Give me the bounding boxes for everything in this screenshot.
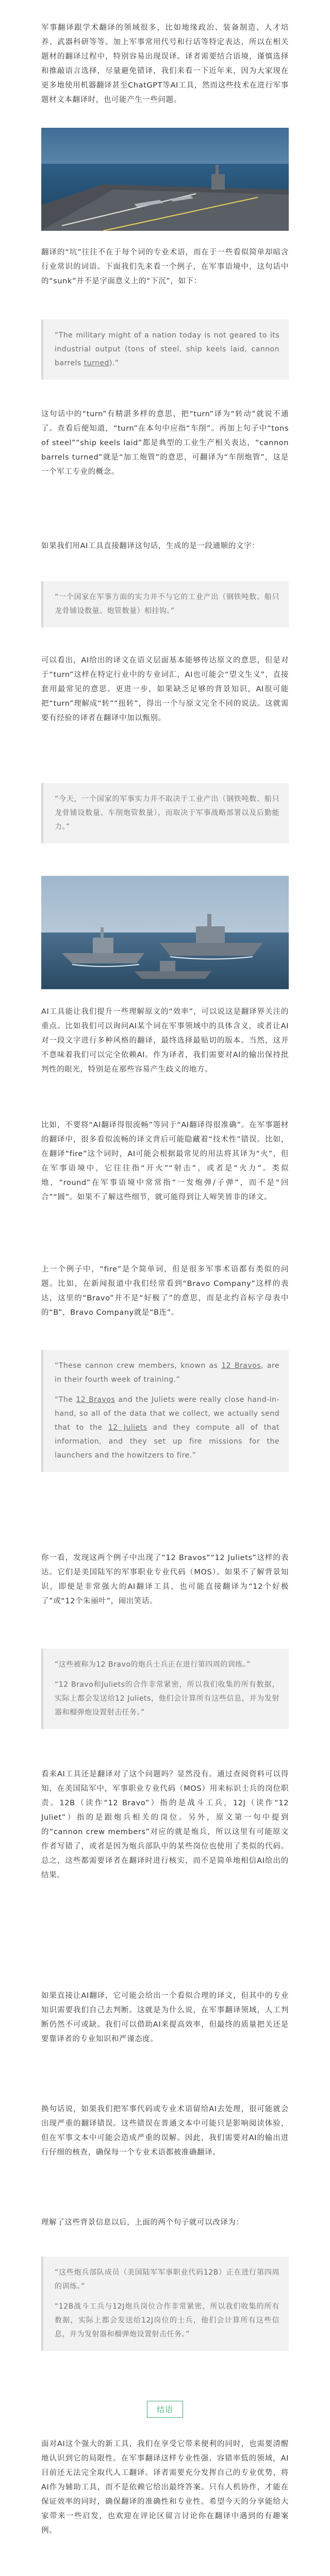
paragraph-text: 军事翻译跟学术翻译的领域很多，比如地缘政治、装备制造、人才培养、武器科研等等。加上军事常用代号和行话等特定表达，所以在相关题材的翻译过程中，特别容易出现误译。译者需要结合语境，谨慎选择和推敲语言选择，尽量避免错译，我们来看一下近年来，因为大家现在更多地使用机器翻译甚至ChatGPT等AI工具，然而这些技术在进行军事题材文本翻译时，也可能产生一些问题。 <box>41 24 289 104</box>
paragraph <box>41 1262 289 1320</box>
quote-text <box>55 1393 279 1463</box>
paragraph-text: 翻译的“坑”往往不在于每个词的专业术语，而在于一些看似简单却暗含行业常识的词语。下面我们先来看一个例子，在军事语境中，这句话中的“sunk”并不是字面意义上的“下沉”，如下： <box>41 248 289 285</box>
paragraph <box>41 2215 289 2230</box>
carrier-deck-photo <box>41 128 289 231</box>
warships-photo <box>41 876 289 989</box>
paragraph <box>41 2102 289 2160</box>
quote-block <box>41 1350 289 1472</box>
paragraph-text: 如果我们用AI工具直接翻译这句话，生成的是一段通顺的文字： <box>41 542 260 550</box>
quote-block <box>41 1649 289 1729</box>
carrier-deck-image <box>41 128 289 231</box>
quote-line: “The military might of a nation today is not geared to its industrial output (tons of steel, ship keels laid, cannon barrels <box>55 331 279 367</box>
paragraph <box>41 1005 289 1077</box>
quote-text <box>55 329 279 370</box>
paragraph-text: 上一个例子中，“fire”是个简单词，但是很多军事术语都有类似的问题。比如，在新闻报道中我们经常看到“Bravo Company”这样的表达，这里的“Bravo”并不是“好极了”的意思，而是北约音标字母表中的“B”，Bravo Company就是“B连”。 <box>41 1265 289 1317</box>
quote-text: “12 Bravo和Juliets的合作非常紧密，所以我们收集的所有数据，实际上都会发送给12 Juliets，他们会计算所有这些信息，并为发射器和榴弹炮设置射击任务。” <box>55 1681 279 1717</box>
paragraph <box>41 1551 289 1608</box>
quote-text: “这些炮兵部队成员（美国陆军军事职业代码12B）正在进行第四周的训练。” <box>55 2268 279 2291</box>
paragraph <box>41 653 289 725</box>
paragraph-text: 这句话中的“turn”有精湛多样的意思，把“turn”译为“转动”就说不通了。查看后便知道，“turn”在本句中应指“车削”。再加上句子中“tons of steel”“ship keels laid”都是典型的工业生产相关表达，“cannon barrels turned”就是“加工炮管”的意思，可翻译为“车削炮管”，这是一个军工专业的概念。 <box>41 410 289 476</box>
quote-text: “这些被称为12 Bravo的炮兵士兵正在进行第四周的训练。” <box>55 1660 251 1669</box>
quote-line: and the Juliets were really close hand-in-hand, so all of the data that we collect, we actually send that to the <box>55 1396 279 1432</box>
paragraph <box>41 1989 289 2046</box>
paragraph-text: 如果直接让AI翻译，它可能会给出一个看似合理的译文，但其中的专业知识需要我们自己去判断。这就是为什么说，在军事翻译领域，人工判断仍然不可或缺。我们可以借助AI来提高效率，但最终的质量把关还是要靠译者的专业知识和严谨态度。 <box>41 1992 289 2043</box>
warships-image <box>41 876 289 989</box>
quote-block <box>41 319 289 380</box>
quote-line: , are in their fourth week of training.” <box>55 1362 279 1384</box>
paragraph <box>41 1767 289 1883</box>
paragraph-text: 比如，不要将“AI翻译得很流畅”等同于“AI翻译得很准确”。在军事题材的翻译中，很多看似流畅的译文背后可能隐藏着“技术性”错误。比如，在翻译“fire”这个词时，AI可能会根据最常见的用法将其译为“火”，但在军事语境中，它往往指“开火”“射击”，或者是“火力”。类似地，“round”在军事语境中常常指“一发炮弹/子弹”，而不是“回合”“圆”。如果不了解这些细节，就可能得到让人啼笑皆非的译文。 <box>41 1121 289 1201</box>
quote-block <box>41 783 289 843</box>
paragraph-text: 面对AI这个强大的新工具，我们在享受它带来便利的同时，也需要清醒地认识到它的局限性。在军事翻译这样专业性强、容错率低的领域，AI目前还无法完全取代人工翻译。译者需要充分发挥自己的专业优势，将AI作为辅助工具，而不是依赖它给出最终答案。只有人机协作，才能在保证效率的同时，确保翻译的准确性和专业性。希望今天的分享能给大家带来一些启发，也欢迎在评论区留言讨论你在翻译中遇到的有趣案例。 <box>41 2440 289 2535</box>
paragraph <box>41 21 289 107</box>
quote-underlined-term: 12 Bravos <box>76 1396 116 1404</box>
section-heading: 结语 <box>147 2401 183 2418</box>
quote-underlined-term: 12 Bravos <box>221 1362 261 1370</box>
quote-block <box>41 2257 289 2351</box>
paragraph-text: 换句话说，如果我们把军事代码或专业术语留给AI去处理，很可能就会出现严重的翻译错误。这些错误在普通文本中可能只是影响阅读体验，但在军事文本中可能会造成严重的误解。因此，我们需要对AI的输出进行仔细的核查，确保每一个专业术语都被准确翻译。 <box>41 2105 289 2157</box>
quote-line: and they compute all of that information, and they set up fire missions for the launchers and the howitzers to fire.” <box>55 1423 279 1460</box>
paragraph <box>41 539 289 553</box>
paragraph <box>41 1118 289 1205</box>
quote-line: ).” <box>109 359 119 367</box>
paragraph <box>41 2437 289 2538</box>
quote-underlined-word: turned <box>84 359 109 367</box>
paragraph-text: AI工具能让我们提升一些理解原文的“效率”，可以说这是翻译界关注的重点。比如我们可以询问AI某个词在军事领域中的具体含义，或者让AI对一段文字进行多种风格的翻译，最终选择最贴切的版本。当然，这并不意味着我们可以完全依赖AI。作为译者，我们需要对AI的输出保持批判性的眼光，特别是在那些容易产生歧义的地方。 <box>41 1008 289 1074</box>
quote-block <box>41 581 289 628</box>
quote-text: “今天，一个国家的军事实力并不取决于工业产出（钢铁吨数、船只龙骨铺设数量、车削炮管数量），而取决于军事战略部署以及后勤能力。” <box>55 795 279 831</box>
paragraph <box>41 407 289 479</box>
quote-text: “一个国家在军事方面的实力并不与它的工业产出（钢铁吨数、船只龙骨铺设数量、炮管数量）相挂钩。” <box>55 593 279 615</box>
paragraph-text: 可以看出，AI给出的译文在语义层面基本能够传达原文的意思，但是对于“turn”这样在特定行业中的专业词汇，AI也可能会“望文生义”，直接套用最常见的意思。更进一步，如果缺乏足够的背景知识，AI很可能把“turn”理解成“转”“扭转”，得出一个与原文完全不同的说法。这就需要有经验的译者在翻译中加以甄别。 <box>41 656 289 722</box>
quote-line: “The <box>55 1396 76 1404</box>
quote-text: “12B战斗工兵与12J炮兵岗位合作非常紧密，所以我们收集的所有数据，实际上都会发送给12J岗位的士兵，他们会计算所有这些信息，并为发射器和榴弹炮设置射击任务。” <box>55 2302 279 2338</box>
paragraph-text: 看来AI工具还是翻译对了这个问题吗？显然没有。通过查阅资料可以得知，在美国陆军中，军事职业专业代码（MOS）用来标识士兵的岗位职责。12B（读作“12 Bravo”）指的是战斗工兵，12J（读作“12 Juliet”）指的是跟炮兵相关的岗位。另外，原文第一句中提到的“cannon crew members”对应的就是炮兵，所以这里有可能原文作者写错了，或者是因为炮兵部队中的某些岗位也使用了类似的代码。总之，这些都需要译者在翻译时进行核实，而不是简单地相信AI给出的结果。 <box>41 1770 289 1879</box>
quote-line: “These cannon crew members, known as <box>55 1362 222 1370</box>
quote-text <box>55 1359 279 1387</box>
quote-underlined-term: 12 Juliets <box>108 1423 147 1432</box>
section-heading-wrap <box>0 2401 330 2418</box>
paragraph-text: 理解了这些背景信息以后，上面的两个句子就可以改译为： <box>41 2218 244 2227</box>
paragraph-text: 你一看，发现这两个例子中出现了“12 Bravos”“12 Juliets”这样的表达。它们是美国陆军的军事职业专业代码（MOS）。如果不了解背景知识，即便是非常强大的AI翻译工具，也可能直接翻译为“12个好极了”或“12个朱丽叶”，闹出笑话。 <box>41 1554 289 1605</box>
paragraph <box>41 245 289 289</box>
